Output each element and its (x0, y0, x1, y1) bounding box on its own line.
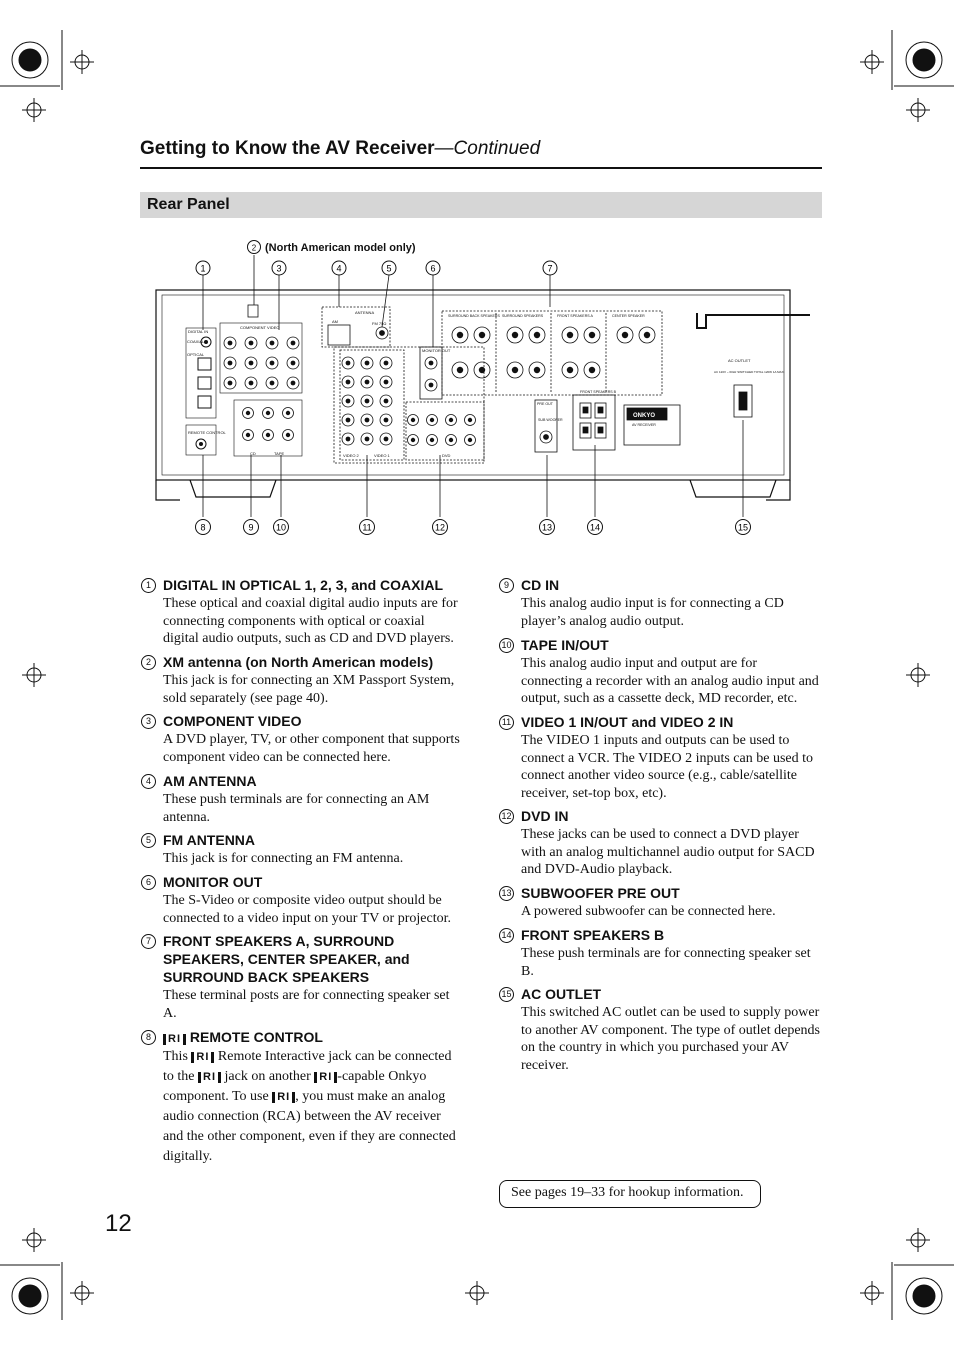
label-remote-control: REMOTE CONTROL (188, 430, 226, 435)
item-title-text: AM ANTENNA (163, 773, 257, 789)
svg-text:11: 11 (362, 522, 372, 533)
item-9-title (503, 576, 821, 594)
callout-11 (360, 520, 375, 535)
item-number-badge: 3 (141, 714, 156, 729)
callout-15 (736, 520, 751, 535)
item-5-body: This jack is for connecting an FM antenna. (163, 851, 404, 866)
see-pages-text: See pages 19–33 for hookup information. (511, 1185, 744, 1200)
callout-7 (543, 261, 557, 275)
label-dvd: DVD (442, 453, 451, 458)
crop-mark-top-right (860, 30, 954, 122)
ri-logo-icon: RI (163, 1034, 186, 1045)
callout-10 (274, 520, 289, 535)
ri-logo-icon: RI (272, 1092, 295, 1103)
label-digital-in: DIGITAL IN (188, 329, 209, 334)
item-10-title (501, 636, 821, 654)
callout-14 (588, 520, 603, 535)
label-brand-sub: AV RECEIVER (632, 423, 656, 427)
item-title-text: CD IN (521, 577, 560, 593)
label-component-video: COMPONENT VIDEO (240, 325, 280, 330)
item-title-text: AC OUTLET (521, 986, 602, 1002)
section-title: Rear Panel (147, 196, 230, 213)
diagram-note: (North American model only) (265, 242, 416, 254)
crop-mark-bottom-right (860, 1228, 954, 1320)
svg-text:13: 13 (541, 522, 553, 533)
callout-5 (382, 261, 396, 275)
item-title-text: DVD IN (521, 808, 569, 824)
svg-text:7: 7 (547, 263, 553, 274)
svg-text:15: 15 (737, 522, 749, 533)
ri-logo-icon: RI (314, 1072, 337, 1083)
item-14 (501, 926, 821, 980)
item-9 (503, 576, 821, 630)
svg-text:3: 3 (276, 263, 282, 274)
label-front-b: FRONT SPEAKERS B (580, 390, 617, 394)
item-15-title (501, 985, 821, 1003)
item-5 (145, 831, 463, 868)
callout-4 (332, 261, 346, 275)
item-number-badge: 5 (141, 833, 156, 848)
svg-text:9: 9 (248, 522, 254, 533)
item-11 (501, 713, 821, 802)
item-14-title (501, 926, 821, 944)
item-2-body: This jack is for connecting an XM Passport System, sold separately (see page 40). (163, 673, 455, 706)
item-4 (145, 772, 463, 826)
item-number-badge: 11 (499, 715, 514, 730)
label-pre-out: PRE OUT (537, 402, 553, 406)
callout-8 (196, 520, 211, 535)
item-number-badge: 10 (499, 638, 514, 653)
item-title-text: SUBWOOFER PRE OUT (521, 885, 680, 901)
label-monitor-out: MONITOR OUT (422, 348, 451, 353)
crop-mark-bottom-center (465, 1281, 489, 1305)
item-7-title (145, 932, 463, 986)
callout-13 (540, 520, 555, 535)
item-title-text: XM antenna (on North American models) (163, 654, 434, 670)
ri-logo-icon: RI (191, 1052, 214, 1063)
item-number-badge: 4 (141, 774, 156, 789)
svg-text:14: 14 (589, 522, 601, 533)
crop-mark-mid-right (906, 663, 930, 687)
item-number-badge: 8 (141, 1030, 156, 1045)
item-12-title (501, 807, 821, 825)
item-4-body: These push terminals are for connecting an AM antenna. (163, 792, 430, 825)
svg-text:2: 2 (251, 243, 257, 253)
item-5-title (145, 831, 463, 849)
item-12 (501, 807, 821, 879)
label-ac-outlet: AC OUTLET (728, 358, 751, 363)
label-coaxial: COAXIAL (187, 339, 205, 344)
label-ac-spec: AC 120V ~ 60Hz SWITCHED TOTAL 120W 1A MAX. (714, 370, 785, 374)
section-bar (140, 192, 822, 218)
item-1 (145, 576, 463, 648)
label-surround: SURROUND SPEAKERS (502, 314, 544, 318)
item-title-text: VIDEO 1 IN/OUT and VIDEO 2 IN (521, 714, 734, 730)
page-title-continued: —Continued (434, 138, 541, 159)
item-6-body: The S-Video or composite video output should be connected to a video input on your TV or projector. (163, 893, 451, 926)
item-number-badge: 6 (141, 875, 156, 890)
page-title (140, 138, 540, 160)
callout-12 (433, 520, 448, 535)
item-15-body: This switched AC outlet can be used to supply power to another AV component. The type of outlet depends on the country in which you purchased your AV receiver. (521, 1005, 821, 1073)
item-2 (145, 653, 463, 707)
svg-text:4: 4 (336, 263, 342, 274)
item-11-body: The VIDEO 1 inputs and outputs can be used to connect a VCR. The VIDEO 2 inputs can be used to connect another video source (e.g., cable/satellite receiver, set-top box, etc). (521, 733, 814, 801)
item-8 (145, 1028, 463, 1167)
ri-logo-icon: RI (198, 1072, 221, 1083)
svg-text:5: 5 (386, 263, 392, 274)
label-fm: FM 75Ω (372, 321, 387, 326)
svg-text:12: 12 (434, 522, 446, 533)
callout-6 (426, 261, 440, 275)
rear-panel-diagram (150, 235, 822, 545)
item-number-badge: 2 (141, 655, 156, 670)
item-title-text: TAPE IN/OUT (521, 637, 609, 653)
item-10-body: This analog audio input and output are for connecting a recorder with an analog audio input and output, such as a cassette deck, MD recorder, etc. (521, 656, 819, 706)
item-4-title (145, 772, 463, 790)
item-number-badge: 14 (499, 928, 514, 943)
item-13 (501, 884, 821, 921)
item-8-body: This RI Remote Interactive jack can be connected to the RI jack on another RI -capable Onkyo component. To use RI , you must make an analog audio connection (RCA) between the AV receiver and the other component, even if they are connected digitally. (163, 1049, 456, 1164)
item-6-title (145, 873, 463, 891)
item-2-title (145, 653, 463, 671)
callout-3 (272, 261, 286, 275)
item-title-text: FRONT SPEAKERS A, SURROUND SPEAKERS, CENTER SPEAKER, and SURROUND BACK SPEAKERS (163, 933, 410, 985)
item-number-badge: 1 (141, 578, 156, 593)
label-subwoofer: SUB WOOFER (538, 418, 563, 422)
item-3-body: A DVD player, TV, or other component that supports component video can be connected here. (163, 732, 460, 765)
item-title-text: FM ANTENNA (163, 832, 256, 848)
label-surround-back: SURROUND BACK SPEAKERS (448, 314, 500, 318)
label-video2: VIDEO 2 (343, 453, 359, 458)
item-number-badge: 13 (499, 886, 514, 901)
page-number: 12 (105, 1210, 132, 1237)
label-cd: CD (250, 451, 256, 456)
callout-9 (244, 520, 259, 535)
item-13-title (501, 884, 821, 902)
label-antenna: ANTENNA (355, 310, 375, 315)
item-1-body: These optical and coaxial digital audio inputs are for connecting components with optical or coaxial digital audio outputs, such as CD and DVD players. (163, 596, 458, 646)
callout-1 (196, 261, 210, 275)
label-brand: ONKYO (633, 413, 656, 419)
svg-text:1: 1 (200, 263, 206, 274)
label-front-a: FRONT SPEAKERS A (557, 314, 593, 318)
item-15 (501, 985, 821, 1074)
item-14-body: These push terminals are for connecting speaker set B. (521, 946, 811, 979)
label-am: AM (332, 319, 338, 324)
crop-mark-mid-left (22, 663, 46, 687)
crop-mark-top-left (0, 30, 94, 122)
item-11-title (501, 713, 821, 731)
crop-mark-bottom-left (0, 1228, 94, 1320)
item-7 (145, 932, 463, 1022)
item-10 (501, 636, 821, 708)
item-number-badge: 7 (141, 934, 156, 949)
item-9-body: This analog audio input is for connecting a CD player’s analog audio output. (521, 596, 784, 629)
item-12-body: These jacks can be used to connect a DVD player with an analog multichannel audio output for SACD and DVD-Audio playback. (521, 827, 815, 877)
item-8-title (145, 1028, 463, 1046)
item-3-title (145, 712, 463, 730)
item-title-text: COMPONENT VIDEO (163, 713, 302, 729)
item-title-text: MONITOR OUT (163, 874, 263, 890)
svg-text:10: 10 (275, 522, 287, 533)
item-title-text: REMOTE CONTROL (189, 1029, 323, 1045)
label-optical: OPTICAL (187, 352, 205, 357)
foot-right (690, 480, 776, 497)
item-7-body: These terminal posts are for connecting speaker set A. (163, 988, 450, 1021)
label-video1: VIDEO 1 (374, 453, 390, 458)
item-number-badge: 9 (499, 578, 514, 593)
page-title-main: Getting to Know the AV Receiver (140, 138, 435, 159)
title-rule (140, 167, 822, 169)
item-3 (145, 712, 463, 766)
item-6 (145, 873, 463, 927)
label-tape: TAPE (274, 451, 285, 456)
item-title-text: DIGITAL IN OPTICAL 1, 2, 3, and COAXIAL (163, 577, 444, 593)
item-number-badge: 12 (499, 809, 514, 824)
item-number-badge: 15 (499, 987, 514, 1002)
item-13-body: A powered subwoofer can be connected here. (521, 904, 776, 919)
svg-text:8: 8 (200, 522, 206, 533)
item-title-text: FRONT SPEAKERS B (521, 927, 665, 943)
svg-text:6: 6 (430, 263, 436, 274)
label-center: CENTER SPEAKER (612, 314, 645, 318)
item-1-title (145, 576, 463, 594)
